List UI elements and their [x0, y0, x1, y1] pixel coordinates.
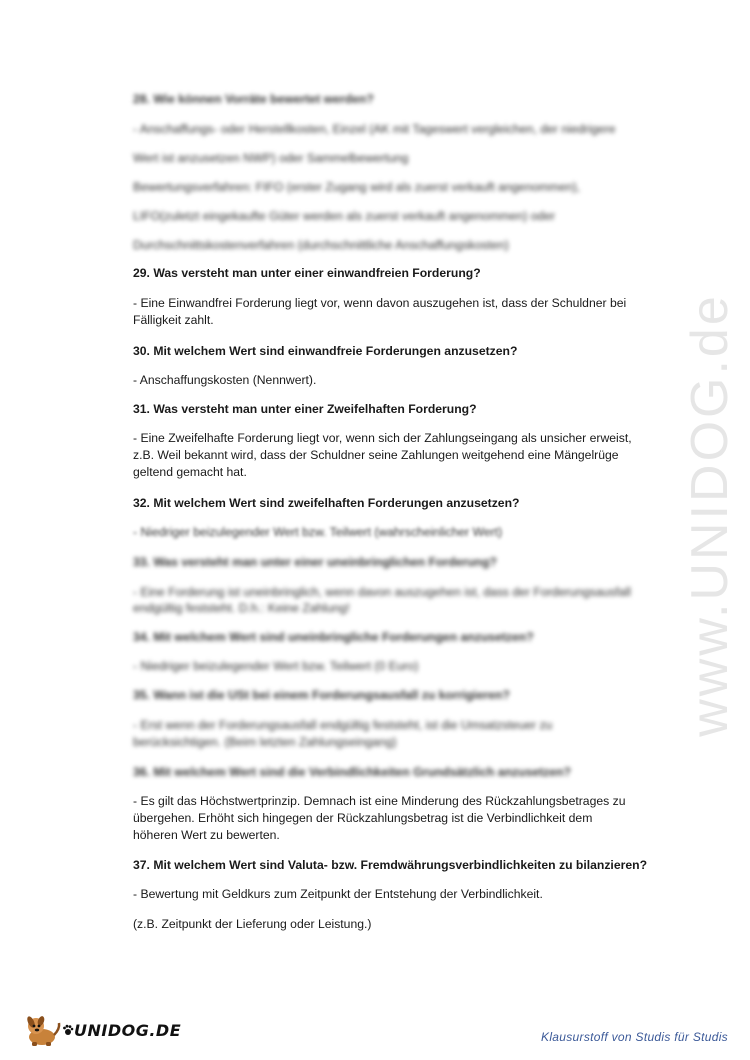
answer-35-line-2: berücksichtigen. (Beim letzten Zahlungseingang) [133, 735, 397, 749]
logo-text: UNIDOG.DE [74, 1020, 182, 1040]
answer-28-line-5: Durchschnittskostenverfahren (durchschnittliche Anschaffungskosten) [133, 238, 509, 252]
answer-36-line-2: übergehen. Erhöht sich hingegen der Rückzahlungsbetrag ist die Verbindlichkeit dem [133, 811, 593, 825]
answer-34-line-1: - Niedriger beizulegender Wert bzw. Teilwert (0 Euro) [133, 659, 419, 673]
watermark [660, 290, 750, 740]
question-32: 32. Mit welchem Wert sind zweifelhaften Forderungen anzusetzen? [133, 496, 520, 510]
answer-28-line-3: Bewertungsverfahren: FIFO (erster Zugang wird als zuerst verkauft angenommen), [133, 180, 581, 194]
question-34: 34. Mit welchem Wert sind uneinbringliche Forderungen anzusetzen? [133, 630, 534, 644]
answer-36-line-3: höheren Wert zu bewerten. [133, 828, 280, 842]
answer-30-line-1: - Anschaffungskosten (Nennwert). [133, 373, 317, 387]
answer-37-note: (z.B. Zeitpunkt der Lieferung oder Leistung.) [133, 917, 372, 931]
question-30: 30. Mit welchem Wert sind einwandfreie Forderungen anzusetzen? [133, 344, 518, 358]
answer-37-line-1: - Bewertung mit Geldkurs zum Zeitpunkt der Entstehung der Verbindlichkeit. [133, 887, 543, 901]
question-36: 36. Mit welchem Wert sind die Verbindlichkeiten Grundsätzlich anzusetzen? [133, 765, 571, 779]
question-28: 28. Wie können Vorräte bewertet werden? [133, 92, 374, 106]
answer-31-line-1: - Eine Zweifelhafte Forderung liegt vor, wenn sich der Zahlungseingang als unsicher erweist, [133, 431, 632, 445]
question-35: 35. Wann ist die USt bei einem Forderungsausfall zu korrigieren? [133, 688, 510, 702]
answer-32-line-1: - Niedriger beizulegender Wert bzw. Teilwert (wahrscheinlicher Wert) [133, 525, 503, 539]
question-33: 33. Was versteht man unter einer uneinbringlichen Forderung? [133, 555, 497, 569]
dog-mascot-icon [22, 1013, 62, 1047]
answer-28-line-1: - Anschaffungs- oder Herstellkosten, Einzel (AK mit Tageswert vergleichen, der niedrigere [133, 122, 616, 136]
answer-31-line-2: z.B. Weil bekannt wird, dass der Schuldner seine Zahlungen weitgehend eine Mängelrüge [133, 448, 619, 462]
answer-31-line-3: geltend gemacht hat. [133, 465, 247, 479]
paw-icon [62, 1024, 74, 1036]
answer-29-line-2: Fälligkeit zahlt. [133, 313, 214, 327]
answer-36-line-1: - Es gilt das Höchstwertprinzip. Demnach ist eine Minderung des Rückzahlungsbetrages zu [133, 794, 626, 808]
answer-29-line-1: - Eine Einwandfrei Forderung liegt vor, wenn davon auszugehen ist, dass der Schuldner bei [133, 296, 627, 310]
watermark-text: www.UNIDOG.de [681, 293, 739, 737]
answer-35-line-1: - Erst wenn der Forderungsausfall endgültig feststeht, ist die Umsatzsteuer zu [133, 718, 553, 732]
question-37: 37. Mit welchem Wert sind Valuta- bzw. Fremdwährungsverbindlichkeiten zu bilanzieren? [133, 858, 648, 872]
answer-33-line-1: - Eine Forderung ist uneinbringlich, wenn davon auszugehen ist, dass der Forderungsausfall [133, 585, 631, 599]
answer-28-line-4: LIFO(zuletzt eingekaufte Güter werden als zuerst verkauft angenommen) oder [133, 209, 556, 223]
answer-28-line-2: Wert ist anzusetzen NWP) oder Sammelbewertung [133, 151, 409, 165]
unidog-logo [22, 1012, 181, 1048]
question-29: 29. Was versteht man unter einer einwandfreien Forderung? [133, 266, 481, 280]
answer-33-line-2: endgültig feststeht. D.h.: Keine Zahlung! [133, 601, 350, 615]
footer-tagline: Klausurstoff von Studis für Studis [541, 1030, 728, 1044]
question-31: 31. Was versteht man unter einer Zweifelhaften Forderung? [133, 402, 477, 416]
